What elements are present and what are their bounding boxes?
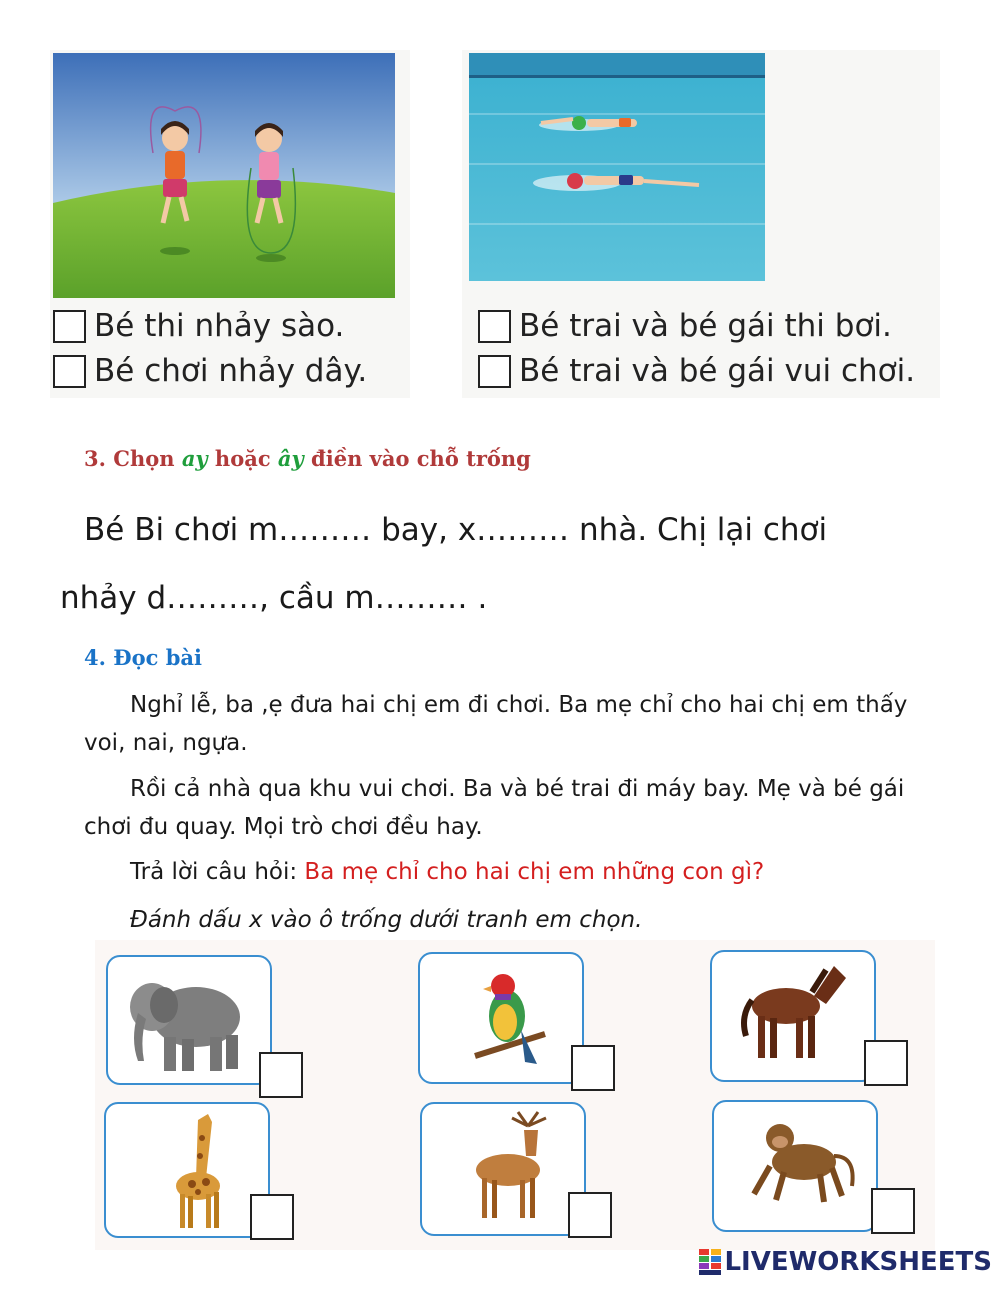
checkbox[interactable] [478,310,511,343]
option-label: Bé trai và bé gái vui chơi. [519,353,916,389]
monkey-icon [740,1116,860,1216]
liveworksheets-logo-icon [699,1249,721,1275]
answer-box-elephant[interactable] [259,1052,303,1098]
left-option-1 [53,308,344,344]
exercise-right-panel [462,50,940,398]
reading-paragraph-1 [84,686,914,762]
card-giraffe [104,1102,270,1238]
card-elephant [106,955,272,1085]
logo-text: LIVEWORKSHEETS [724,1247,992,1277]
giraffe-icon [152,1108,242,1232]
reading-paragraph-2 [84,770,914,846]
right-option-2 [478,353,915,389]
question-prefix: Trả lời câu hỏi: [130,859,305,885]
card-bird [418,952,584,1084]
option-ay-hat: ây [277,446,304,471]
children-swimming-illustration [469,53,765,281]
answer-box-monkey[interactable] [871,1188,915,1234]
exercise-3-heading [84,446,531,471]
liveworksheets-logo [699,1247,992,1277]
fill-blank-line-2: nhảy d………, cầu m……… . [60,580,488,616]
option-label: Bé trai và bé gái thi bơi. [519,308,892,344]
answer-box-giraffe[interactable] [250,1194,294,1240]
answer-box-bird[interactable] [571,1045,615,1091]
instruction-line [130,901,642,939]
paragraph-text: Nghỉ lễ, ba ,ẹ đưa hai chị em đi chơi. Ba mẹ chỉ cho hai chị em thấy voi, nai, ngựa. [84,692,908,756]
exercise-4-heading: 4. Đọc bài [84,645,202,670]
right-option-1 [478,308,892,344]
elephant-icon [124,969,254,1079]
paragraph-text: Rồi cả nhà qua khu vui chơi. Ba và bé trai đi máy bay. Mẹ và bé gái chơi đu quay. Mọi trò chơi đều hay. [84,776,905,840]
checkbox[interactable] [478,355,511,388]
fill-blank-line-1: Bé Bi chơi m……… bay, x……… nhà. Chị lại chơi [84,512,828,548]
instruction-text: Đánh dấu x vào ô trống dưới tranh em chọn. [130,907,643,933]
card-horse [710,950,876,1082]
question-text: Ba mẹ chỉ cho hai chị em những con gì? [304,859,765,885]
checkbox[interactable] [53,310,86,343]
deer-icon [456,1108,566,1226]
girls-jumping-rope-illustration [53,53,395,298]
swimming-scene [469,53,765,281]
jump-rope-scene [53,53,395,298]
heading-number: 3. Chọn [84,446,182,471]
bird-icon [465,964,555,1074]
heading-or: hoặc [207,446,278,471]
left-option-2 [53,353,367,389]
answer-box-deer[interactable] [568,1192,612,1238]
checkbox[interactable] [53,355,86,388]
exercise-left-panel [50,50,410,398]
question-line [130,853,930,891]
card-deer [420,1102,586,1236]
heading-rest: điền vào chỗ trống [303,446,531,471]
answer-box-horse[interactable] [864,1040,908,1086]
card-monkey [712,1100,878,1232]
option-ay: ay [181,446,208,471]
option-label: Bé chơi nhảy dây. [94,353,368,389]
option-label: Bé thi nhảy sào. [94,308,345,344]
horse-icon [734,956,854,1072]
